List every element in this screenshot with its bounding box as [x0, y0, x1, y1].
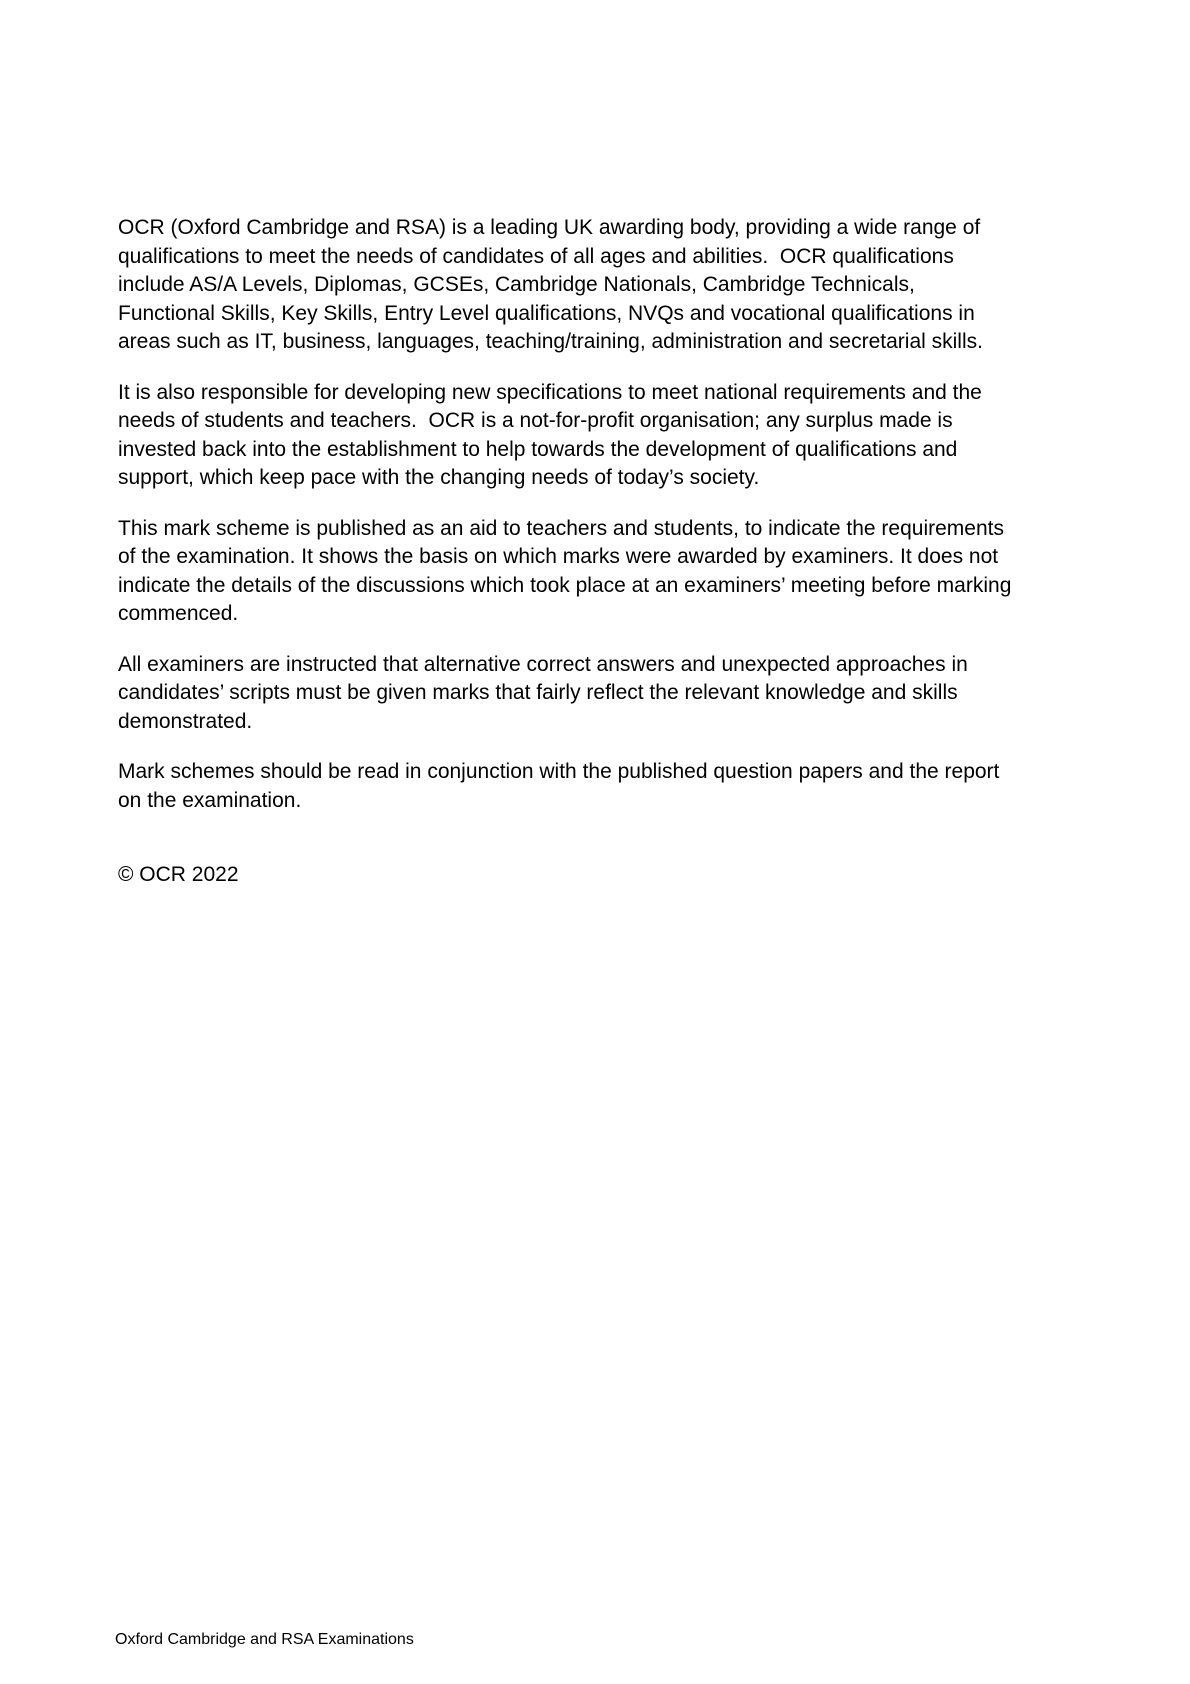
text-line: This mark scheme is published as an aid to teachers and students, to indicate the requirements: [118, 516, 1004, 540]
paragraph-read-in-conjunction: [118, 758, 1058, 815]
paragraph-mark-scheme-purpose: [118, 515, 1058, 629]
paragraph-responsibility: [118, 379, 1058, 493]
text-line: support, which keep pace with the changing needs of today’s society.: [118, 466, 760, 489]
text-line: indicate the details of the discussions which took place at an examiners’ meeting before marking: [118, 573, 1012, 597]
paragraph-examiner-instructions: [118, 651, 1058, 737]
text-line: on the examination.: [118, 788, 302, 812]
paragraph-ocr-intro: [118, 214, 1058, 357]
footer-text: Oxford Cambridge and RSA Examinations: [115, 1631, 414, 1648]
body-text: [118, 214, 1058, 890]
text-line: include AS/A Levels, Diplomas, GCSEs, Cambridge Nationals, Cambridge Technicals,: [118, 273, 915, 296]
text-line: demonstrated.: [118, 709, 253, 733]
text-line: Functional Skills, Key Skills, Entry Level qualifications, NVQs and vocational qualifications in: [118, 301, 975, 325]
text-line: qualifications to meet the needs of candidates of all ages and abilities. OCR qualifications: [118, 244, 954, 268]
text-line: needs of students and teachers. OCR is a not-for-profit organisation; any surplus made is: [118, 409, 953, 432]
text-line: Mark schemes should be read in conjunction with the published question papers and the report: [118, 760, 1000, 783]
text-line: areas such as IT, business, languages, teaching/training, administration and secretarial skills.: [118, 330, 983, 353]
text-line: OCR (Oxford Cambridge and RSA) is a leading UK awarding body, providing a wide range of: [118, 216, 981, 239]
copyright-line: © OCR 2022: [118, 863, 239, 886]
text-line: invested back into the establishment to help towards the development of qualifications and: [118, 437, 958, 461]
text-line: All examiners are instructed that alternative correct answers and unexpected approaches in: [118, 652, 968, 676]
text-line: commenced.: [118, 602, 239, 625]
text-line: It is also responsible for developing new specifications to meet national requirements and the: [118, 380, 982, 404]
text-line: of the examination. It shows the basis on which marks were awarded by examiners. It does not: [118, 545, 999, 568]
text-line: candidates’ scripts must be given marks that fairly reflect the relevant knowledge and skills: [118, 681, 958, 704]
